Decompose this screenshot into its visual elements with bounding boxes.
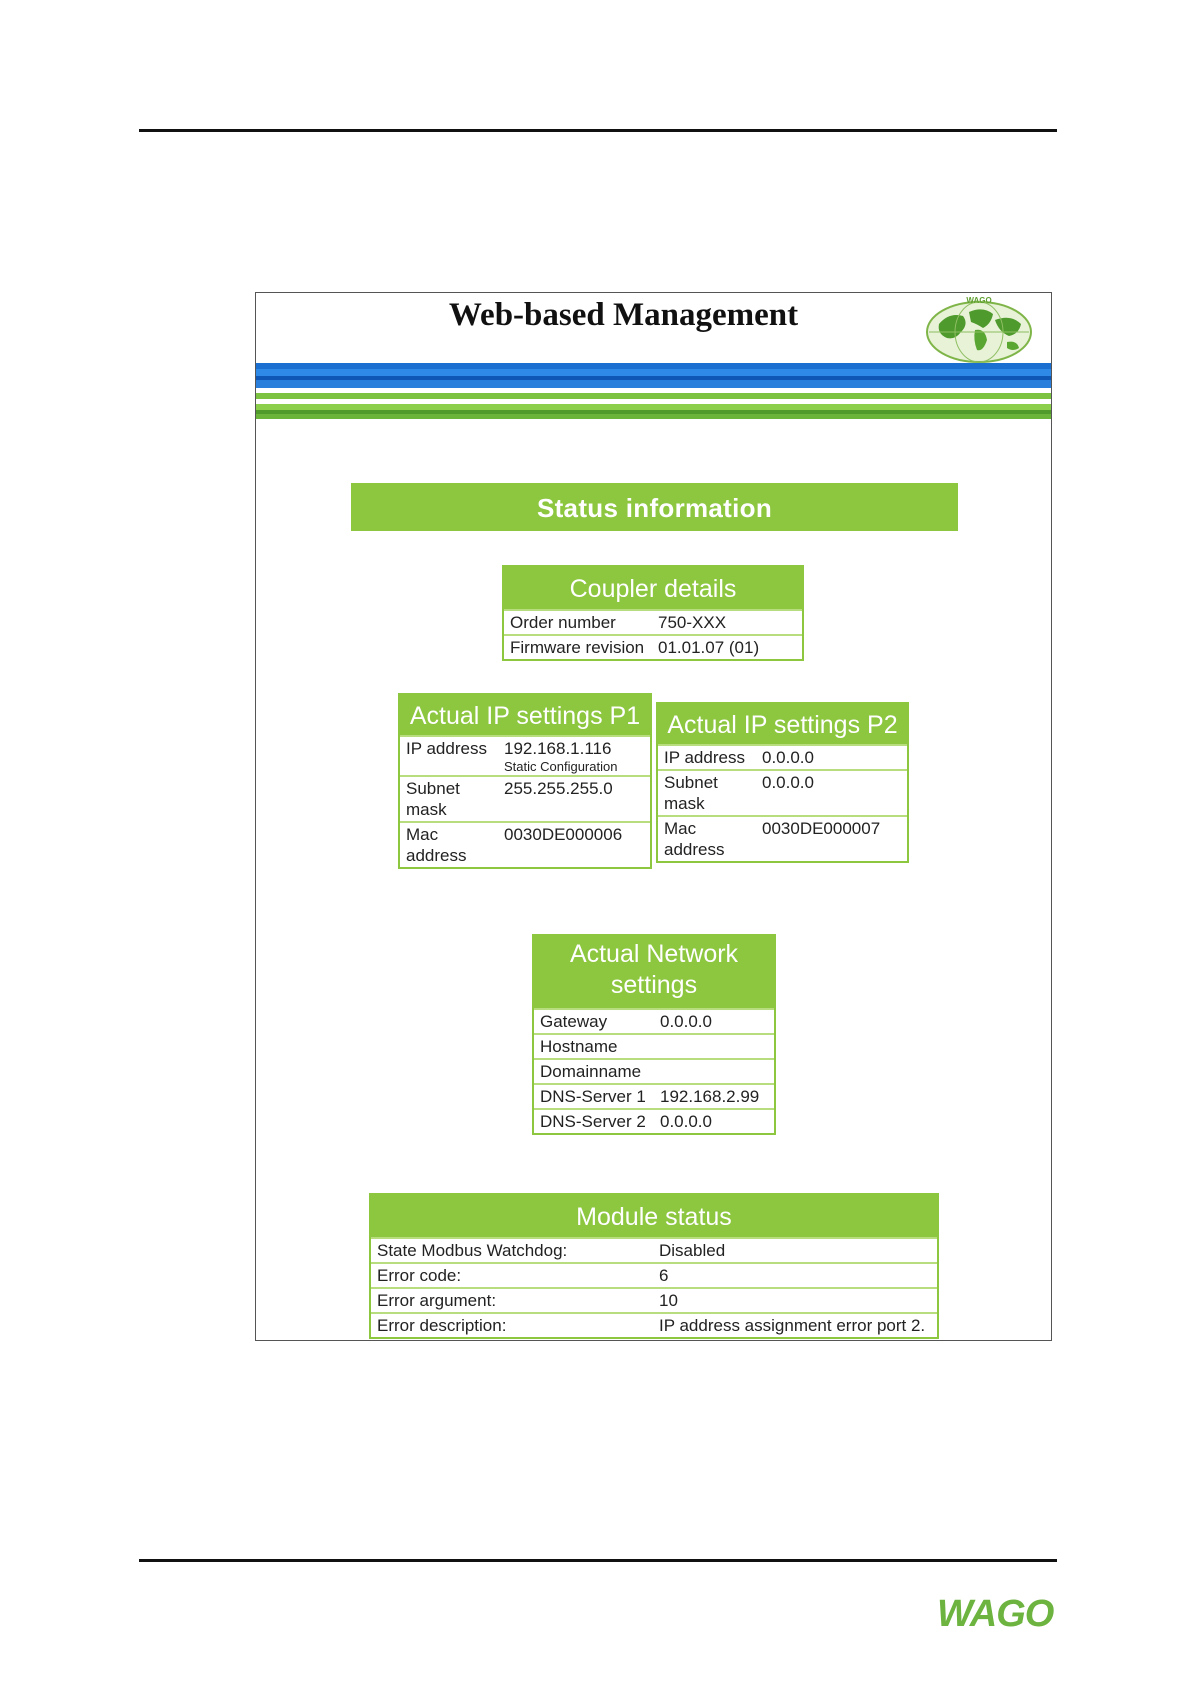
table-row <box>371 1238 937 1263</box>
row-value: 192.168.1.116 <box>504 739 612 758</box>
coupler-details-panel <box>502 565 804 661</box>
row-value-cell <box>498 736 650 776</box>
row-label: Mac address <box>658 816 756 861</box>
table-row <box>504 610 802 635</box>
module-status-title: Module status <box>371 1195 937 1237</box>
row-label: Subnet mask <box>400 776 498 822</box>
table-row <box>400 776 650 822</box>
row-value: IP address assignment error port 2. <box>653 1313 937 1337</box>
row-value: 0.0.0.0 <box>756 770 907 816</box>
row-label: Error code: <box>371 1263 653 1288</box>
row-value: 0.0.0.0 <box>654 1109 774 1133</box>
row-label: IP address <box>400 736 498 776</box>
footer-rule <box>139 1559 1057 1562</box>
ip-settings-p1-panel <box>398 693 652 869</box>
row-label: Gateway <box>534 1009 654 1034</box>
globe-logo-icon <box>925 294 1033 364</box>
wbm-title: Web-based Management <box>448 297 799 333</box>
table-row <box>534 1009 774 1034</box>
table-row <box>658 745 907 770</box>
table-row <box>534 1084 774 1109</box>
table-row <box>400 736 650 776</box>
header-stripes <box>256 363 1051 419</box>
table-row <box>658 770 907 816</box>
coupler-details-title: Coupler details <box>504 567 802 609</box>
row-value: 01.01.07 (01) <box>652 635 802 659</box>
table-row <box>400 822 650 867</box>
wago-logo-icon <box>937 1590 1057 1634</box>
row-label: IP address <box>658 745 756 770</box>
row-label: Domainname <box>534 1059 654 1084</box>
row-value: 0.0.0.0 <box>654 1009 774 1034</box>
module-status-panel <box>369 1193 939 1339</box>
row-label: DNS-Server 2 <box>534 1109 654 1133</box>
row-value <box>654 1034 774 1059</box>
row-label: Subnet mask <box>658 770 756 816</box>
table-row <box>371 1313 937 1337</box>
header-rule <box>139 129 1057 132</box>
table-row <box>534 1059 774 1084</box>
ip-settings-p2-title: Actual IP settings P2 <box>658 704 907 744</box>
wago-logo-text: WAGO <box>937 1593 1054 1634</box>
row-value: Disabled <box>653 1238 937 1263</box>
table-row <box>371 1288 937 1313</box>
row-label: Order number <box>504 610 652 635</box>
table-row <box>534 1109 774 1133</box>
row-label: State Modbus Watchdog: <box>371 1238 653 1263</box>
ip-config-note: Static Configuration <box>504 759 618 774</box>
globe-logo-text: WAGO <box>966 296 992 305</box>
row-value: 6 <box>653 1263 937 1288</box>
table-row <box>658 816 907 861</box>
row-value: 0.0.0.0 <box>756 745 907 770</box>
row-label: Mac address <box>400 822 498 867</box>
row-value: 0030DE000007 <box>756 816 907 861</box>
network-settings-title: Actual Network settings <box>534 936 774 1008</box>
table-row <box>534 1034 774 1059</box>
network-settings-panel <box>532 934 776 1135</box>
row-value: 10 <box>653 1288 937 1313</box>
row-label: Error argument: <box>371 1288 653 1313</box>
table-row <box>371 1263 937 1288</box>
ip-settings-p1-title: Actual IP settings P1 <box>400 695 650 735</box>
row-label: DNS-Server 1 <box>534 1084 654 1109</box>
ip-settings-p2-panel <box>656 702 909 863</box>
status-information-title: Status information <box>351 483 958 531</box>
table-row <box>504 635 802 659</box>
row-label: Error description: <box>371 1313 653 1337</box>
wbm-screenshot-frame <box>255 292 1052 1341</box>
row-label: Hostname <box>534 1034 654 1059</box>
row-value: 192.168.2.99 <box>654 1084 774 1109</box>
row-label: Firmware revision <box>504 635 652 659</box>
row-value: 0030DE000006 <box>498 822 650 867</box>
row-value: 255.255.255.0 <box>498 776 650 822</box>
row-value: 750-XXX <box>652 610 802 635</box>
row-value <box>654 1059 774 1084</box>
